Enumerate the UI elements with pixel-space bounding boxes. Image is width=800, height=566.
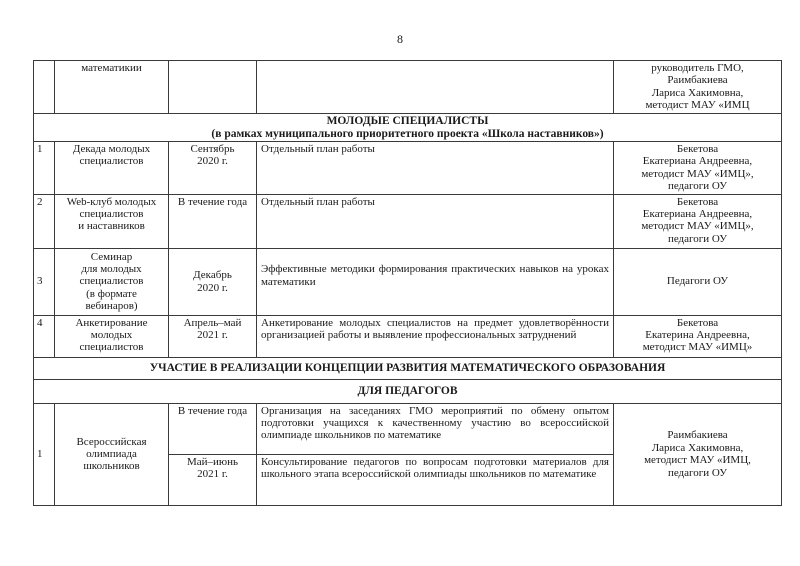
date-cell: Сентябрь 2020 г. xyxy=(169,142,257,195)
content-cell xyxy=(257,61,614,114)
section-subtitle: (в рамках муниципального приоритетного проекта «Школа наставников») xyxy=(211,127,604,140)
content-cell: Эффективные методики формирования практических навыков на уроках математики xyxy=(257,248,614,315)
section-header-row xyxy=(34,379,782,403)
event-cell: Web-клуб молодых специалистов и наставников xyxy=(55,194,169,248)
row-number: 3 xyxy=(34,248,55,315)
responsible-cell: Бекетова Екатериана Андреевна, методист МАУ «ИМЦ», педагоги ОУ xyxy=(614,142,782,195)
responsible-cell: Раимбакиева Лариса Хакимовна, методист МАУ «ИМЦ, педагоги ОУ xyxy=(614,403,782,505)
section-title: МОЛОДЫЕ СПЕЦИАЛИСТЫ xyxy=(326,115,489,128)
event-cell: Семинар для молодых специалистов (в формате вебинаров) xyxy=(55,248,169,315)
section-header-teachers: ДЛЯ ПЕДАГОГОВ xyxy=(34,379,782,403)
section-header-row xyxy=(34,114,782,142)
date-cell: Декабрь 2020 г. xyxy=(169,248,257,315)
date-cell xyxy=(169,61,257,114)
section-header-young xyxy=(34,114,782,142)
date-cell: Апрель–май 2021 г. xyxy=(169,315,257,357)
event-cell: математикии xyxy=(55,61,169,114)
plan-table xyxy=(33,60,782,506)
table-row xyxy=(34,61,782,114)
table-row xyxy=(34,194,782,248)
table-row xyxy=(34,315,782,357)
event-cell: Всероссийская олимпиада школьников xyxy=(55,403,169,505)
table-row xyxy=(34,248,782,315)
content-cell: Консультирование педагогов по вопросам подготовки материалов для школьного этапа всероссийской олимпиады школьников по математике xyxy=(257,454,614,505)
content-cell: Организация на заседаниях ГМО мероприятий по обмену опытом подготовки учащихся к качественному участию во всероссийской олимпиаде школьников по математике xyxy=(257,403,614,454)
responsible-cell: руководитель ГМО, Раимбакиева Лариса Хакимовна, методист МАУ «ИМЦ xyxy=(614,61,782,114)
responsible-cell: Бекетова Екатерина Андреевна, методист МАУ «ИМЦ» xyxy=(614,315,782,357)
responsible-cell: Бекетова Екатериана Андреевна, методист МАУ «ИМЦ», педагоги ОУ xyxy=(614,194,782,248)
responsible-cell: Педагоги ОУ xyxy=(614,248,782,315)
content-cell: Отдельный план работы xyxy=(257,194,614,248)
section-header-concept: УЧАСТИЕ В РЕАЛИЗАЦИИ КОНЦЕПЦИИ РАЗВИТИЯ МАТЕМАТИЧЕСКОГО ОБРАЗОВАНИЯ xyxy=(34,357,782,379)
page-number: 8 xyxy=(397,32,403,46)
table-row xyxy=(34,403,782,454)
row-number: 1 xyxy=(34,403,55,505)
event-cell: Декада молодых специалистов xyxy=(55,142,169,195)
date-cell: Май–июнь 2021 г. xyxy=(169,454,257,505)
event-cell: Анкетирование молодых специалистов xyxy=(55,315,169,357)
content-cell: Отдельный план работы xyxy=(257,142,614,195)
row-number xyxy=(34,61,55,114)
row-number: 4 xyxy=(34,315,55,357)
row-number: 1 xyxy=(34,142,55,195)
date-cell: В течение года xyxy=(169,403,257,454)
table-row xyxy=(34,142,782,195)
content-cell: Анкетирование молодых специалистов на предмет удовлетворённости организацией работы и выявление профессиональных затруднений xyxy=(257,315,614,357)
section-header-row xyxy=(34,357,782,379)
row-number: 2 xyxy=(34,194,55,248)
date-cell: В течение года xyxy=(169,194,257,248)
